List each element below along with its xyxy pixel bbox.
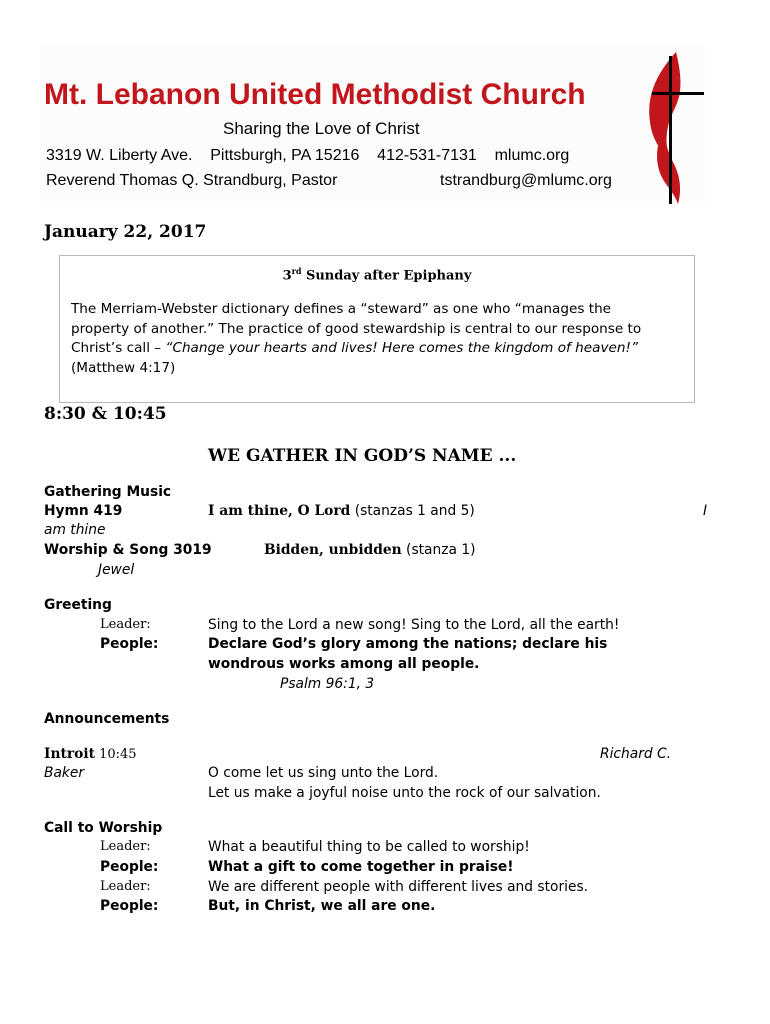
introit-time: 10:45 <box>94 747 137 762</box>
service-date: January 22, 2017 <box>44 222 207 242</box>
greeting-people-text-2: wondrous works among all people. <box>208 656 480 672</box>
ctw-speaker-1: Leader: <box>100 839 151 854</box>
section-heading: WE GATHER IN GOD’S NAME ... <box>208 446 517 466</box>
sunday-title <box>60 266 694 283</box>
song-line <box>264 542 475 558</box>
hymn-title: I am thine, O Lord <box>208 503 351 519</box>
ctw-text-2: What a gift to come together in praise! <box>208 859 514 875</box>
greeting-people-text-1: Declare God’s glory among the nations; declare his <box>208 636 608 652</box>
theme-text-body: The Merriam-Webster dictionary defines a “steward” as one who “manages the property of another.” The practice of good stewardship is central to our response to Christ’s call – <box>71 301 642 356</box>
sunday-title-rest: Sunday after Epiphany <box>301 268 472 284</box>
introit-label: Introit <box>44 746 95 762</box>
song-title: Bidden, unbidden <box>264 542 402 558</box>
gathering-music-label: Gathering Music <box>44 484 172 500</box>
hymn-tune-start: I <box>703 503 708 519</box>
hymn-line <box>208 503 475 519</box>
introit-composer-first: Richard C. <box>600 746 672 762</box>
introit-composer-last: Baker <box>44 765 85 781</box>
hymn-tune-end: am thine <box>44 522 106 538</box>
ctw-text-3: We are different people with different lives and stories. <box>208 879 589 895</box>
introit-line-2: Let us make a joyful noise unto the rock of our salvation. <box>208 785 601 801</box>
address-line <box>46 147 569 165</box>
call-to-worship-label: Call to Worship <box>44 820 163 836</box>
greeting-citation: Psalm 96:1, 3 <box>280 676 375 692</box>
pastor-line <box>46 172 654 190</box>
ctw-text-4: But, in Christ, we all are one. <box>208 898 436 914</box>
song-tune: Jewel <box>98 562 135 578</box>
hymn-stanzas: (stanzas 1 and 5) <box>350 503 475 519</box>
hymn-label: Hymn 419 <box>44 503 123 519</box>
tagline: Sharing the Love of Christ <box>223 119 420 138</box>
song-label: Worship & Song 3019 <box>44 542 212 558</box>
phone-number: 412-531-7131 <box>377 147 477 164</box>
church-name: Mt. Lebanon United Methodist Church <box>44 78 586 111</box>
ordinal-suffix: rd <box>291 266 302 276</box>
greeting-label: Greeting <box>44 597 112 613</box>
letterhead <box>40 44 705 206</box>
service-times: 8:30 & 10:45 <box>44 404 167 424</box>
ctw-speaker-2: People: <box>100 859 159 875</box>
greeting-people-label: People: <box>100 636 159 652</box>
ctw-speaker-3: Leader: <box>100 879 151 894</box>
greeting-leader-text: Sing to the Lord a new song! Sing to the Lord, all the earth! <box>208 617 620 633</box>
city-state-zip: Pittsburgh, PA 15216 <box>210 147 360 164</box>
announcements-label: Announcements <box>44 711 170 727</box>
website: mlumc.org <box>494 147 570 164</box>
introit-line-1: O come let us sing unto the Lord. <box>208 765 439 781</box>
theme-scripture-reference: (Matthew 4:17) <box>71 359 176 376</box>
introit-line <box>44 746 137 762</box>
pastor-name: Reverend Thomas Q. Strandburg, Pastor <box>46 172 338 189</box>
ctw-speaker-4: People: <box>100 898 159 914</box>
greeting-leader-label: Leader: <box>100 617 151 632</box>
street-address: 3319 W. Liberty Ave. <box>46 147 193 164</box>
sunday-ordinal: 3 <box>282 268 292 284</box>
song-stanza: (stanza 1) <box>401 542 476 558</box>
pastor-email: tstrandburg@mlumc.org <box>440 172 612 189</box>
theme-scripture-quote: “Change your hearts and lives! Here comes the kingdom of heaven!” <box>165 340 638 356</box>
cross-and-flame-icon <box>636 44 704 206</box>
theme-box <box>59 255 695 403</box>
ctw-text-1: What a beautiful thing to be called to worship! <box>208 839 530 855</box>
theme-text <box>71 300 671 378</box>
